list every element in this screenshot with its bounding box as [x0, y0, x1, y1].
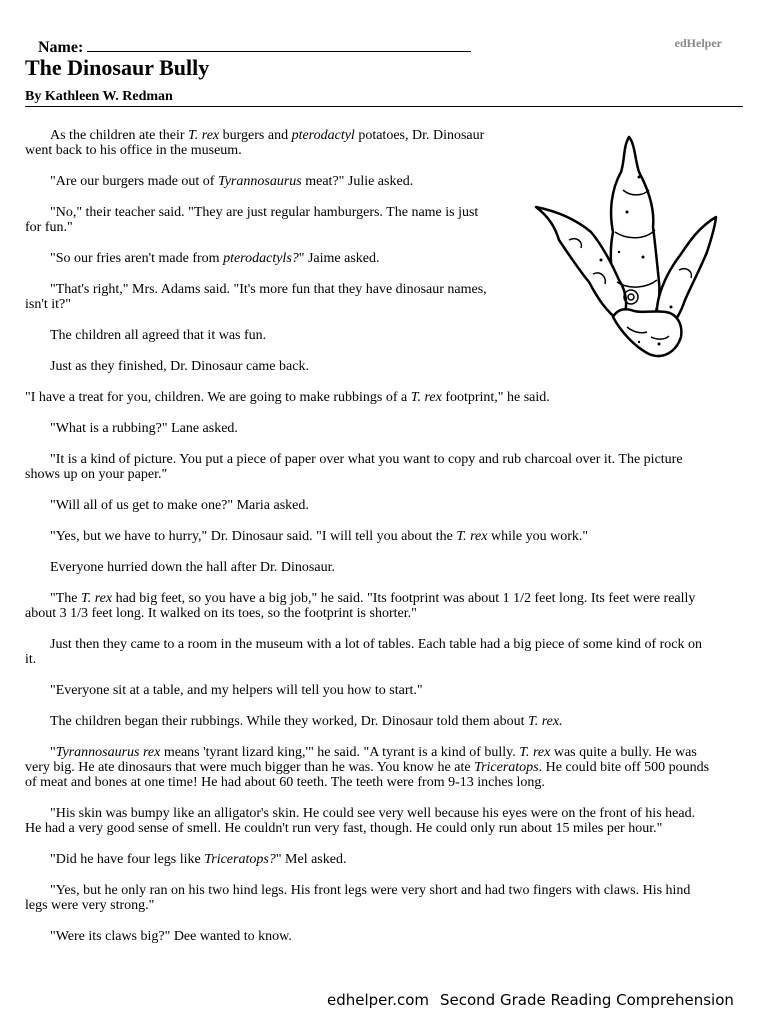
story-paragraph: "So our fries aren't made from pterodactyls?" Jaime asked. [50, 251, 380, 266]
story-paragraph: "That's right," Mrs. Adams said. "It's more fun that they have dinosaur names, isn't it?" [25, 282, 487, 312]
name-label: Name: [38, 39, 84, 56]
story-paragraph: The children all agreed that it was fun. [50, 328, 267, 343]
name-field[interactable] [38, 37, 471, 57]
story-paragraph: "Were its claws big?" Dee wanted to know. [50, 929, 292, 944]
story-paragraph: "No," their teacher said. "They are just regular hamburgers. The name is just for fun." [25, 205, 479, 235]
story-paragraph: "Tyrannosaurus rex means 'tyrant lizard king,'" he said. "A tyrant is a kind of bully. T. rex was quite a bully. He was very big. He ate dinosaurs that were much bigger than he was. You know he ate Triceratops. He could bite off 500 pounds of meat and bones at one time! He had about 60 teeth. The teeth were from 9-13 inches long. [25, 745, 710, 790]
story-paragraph: "It is a kind of picture. You put a piece of paper over what you want to copy and rub charcoal over it. The picture shows up on your paper." [25, 452, 683, 482]
brand-label: edHelper [674, 36, 722, 50]
story-paragraph: "Are our burgers made out of Tyrannosaurus meat?" Julie asked. [50, 174, 414, 189]
header-divider [25, 106, 743, 107]
story-paragraph: "Will all of us get to make one?" Maria asked. [50, 498, 309, 513]
page-footer [0, 991, 768, 1013]
story-paragraph: As the children ate their T. rex burgers and pterodactyl potatoes, Dr. Dinosaur went back to his office in the museum. [25, 128, 485, 158]
page-title: The Dinosaur Bully [25, 55, 210, 80]
story-paragraph: "I have a treat for you, children. We are going to make rubbings of a T. rex footprint," he said. [25, 390, 550, 405]
story-paragraph: "Yes, but he only ran on his two hind legs. His front legs were very short and had two fingers with claws. His hind legs were very strong." [25, 883, 691, 913]
story-paragraph: "Did he have four legs like Triceratops?" Mel asked. [50, 852, 347, 867]
story-paragraph: Just as they finished, Dr. Dinosaur came back. [50, 359, 309, 374]
story-paragraph: "The T. rex had big feet, so you have a big job," he said. "Its footprint was about 1 1/2 feet long. Its feet were really about 3 1/3 feet long. It walked on its toes, so the footprint is shorter." [25, 591, 696, 621]
footer-series: Second Grade Reading Comprehension [440, 991, 734, 1009]
story-paragraph: "His skin was bumpy like an alligator's skin. He could see very well because his eyes were on the front of his head. He had a very good sense of smell. He couldn't run very fast, though. He could only run about 15 miles per hour." [25, 806, 696, 836]
author-byline: By Kathleen W. Redman [25, 89, 173, 104]
story-text [25, 128, 713, 960]
story-paragraph: Everyone hurried down the hall after Dr. Dinosaur. [50, 560, 335, 575]
name-line[interactable] [87, 37, 471, 52]
story-paragraph: The children began their rubbings. While they worked, Dr. Dinosaur told them about T. rex. [50, 714, 563, 729]
story-paragraph: Just then they came to a room in the museum with a lot of tables. Each table had a big piece of some kind of rock on it. [25, 637, 702, 667]
story-paragraph: "Yes, but we have to hurry," Dr. Dinosaur said. "I will tell you about the T. rex while you work." [50, 529, 589, 544]
footer-site: edhelper.com [327, 991, 429, 1009]
story-paragraph: "Everyone sit at a table, and my helpers will tell you how to start." [50, 683, 423, 698]
story-paragraph: "What is a rubbing?" Lane asked. [50, 421, 238, 436]
